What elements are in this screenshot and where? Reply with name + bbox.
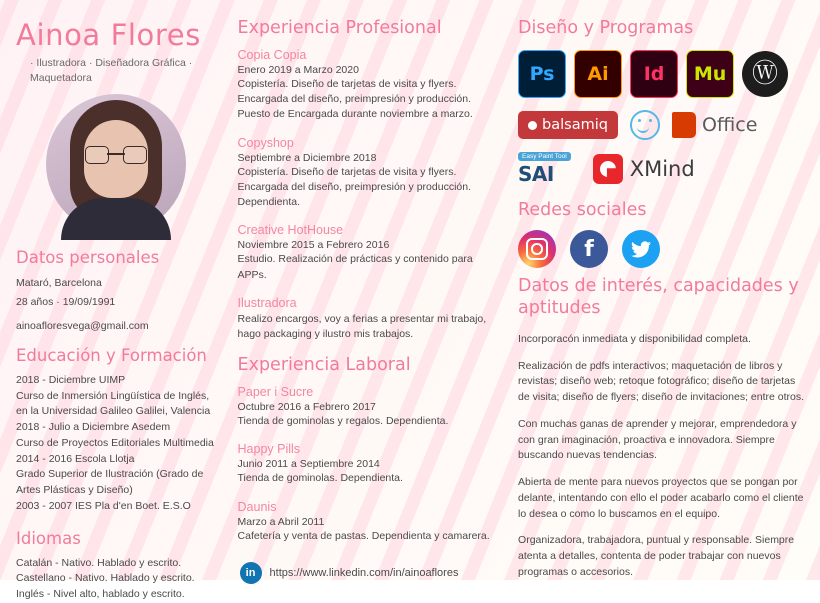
- skill-paragraph: Abierta de mente para nuevos proyectos que se pongan por delante, intentando con ello el poder acabarlo como el cliente lo desea o como lo buscamos en el equipo.: [518, 476, 804, 520]
- email-text: ainoafloresvega@gmail.com: [16, 319, 149, 332]
- twitter-bird-icon: [631, 241, 651, 258]
- education-line: 2018 - Julio a Diciembre Asedem: [16, 421, 171, 434]
- section-title-datos-personales: Datos personales: [16, 248, 160, 268]
- section-title-datos-interes: Datos de interés, capacidades y aptitudes: [518, 276, 799, 318]
- linkedin-url: https://www.linkedin.com/in/ainoaflores: [269, 566, 459, 579]
- indesign-icon: Id: [630, 50, 678, 98]
- job-dates: Septiembre a Diciembre 2018: [237, 151, 377, 164]
- personal-line-age: 28 años · 19/09/1991: [16, 295, 116, 308]
- balsamiq-dot: [528, 121, 537, 130]
- education-line: Artes Plásticas y Diseño): [16, 484, 133, 497]
- sai-tagline: Easy Paint Tool: [518, 152, 571, 161]
- language-line: Castellano - Nativo. Hablado y escrito.: [16, 572, 195, 585]
- job-description: Tienda de gominolas y regalos. Dependienta.: [237, 415, 449, 428]
- job-title: Copia Copia: [237, 48, 307, 62]
- smiley-icon: [630, 110, 660, 140]
- social-icons-row: [518, 230, 806, 268]
- education-line: Curso de Proyectos Editoriales Multimedia: [16, 436, 214, 449]
- twitter-icon[interactable]: [622, 230, 660, 268]
- xmind-mark: [593, 154, 623, 184]
- section-title-idiomas: Idiomas: [16, 528, 81, 548]
- job-entry: [238, 136, 501, 211]
- job-dates: Noviembre 2015 a Febrero 2016: [237, 239, 390, 252]
- section-title-redes-sociales: Redes sociales: [518, 200, 647, 220]
- education-line: Curso de Inmersión Lingüística de Inglés,: [16, 389, 210, 402]
- personal-line-city: Mataró, Barcelona: [16, 277, 102, 290]
- balsamiq-label: balsamiq: [542, 117, 608, 133]
- office-mark: [672, 112, 696, 138]
- job-dates: Junio 2011 a Septiembre 2014: [237, 458, 380, 471]
- professional-subtitle: · Ilustradora · Diseñadora Gráfica · Maquetadora: [30, 57, 193, 85]
- skill-paragraph: Realización de pdfs interactivos; maquetación de libros y revistas; diseño web; retoque fotográfico; diseño de tarjetas de visita; diseño de flyers; diseño de invitaciones; entre otros.: [518, 359, 805, 403]
- tools-row-one: [518, 110, 806, 140]
- job-entry: [238, 223, 501, 282]
- page-title: Ainoa Flores: [16, 18, 201, 52]
- job-title: Ilustradora: [237, 295, 297, 310]
- job-title: Happy Pills: [237, 442, 301, 457]
- balsamiq-icon: [518, 111, 618, 139]
- education-line: Grado Superior de Ilustración (Grado de: [16, 468, 204, 481]
- job-entry: [238, 442, 501, 486]
- job-dates: Octubre 2016 a Febrero 2017: [237, 401, 376, 414]
- office-label: Office: [701, 114, 758, 136]
- photoshop-icon: Ps: [518, 50, 566, 98]
- section-title-experiencia-laboral: Experiencia Laboral: [237, 355, 411, 376]
- section-title-diseno-programas: Diseño y Programas: [518, 18, 694, 38]
- linkedin-link[interactable]: [240, 562, 501, 584]
- sai-label: SAI: [518, 162, 554, 186]
- language-line: Catalán - Nativo. Hablado y escrito.: [16, 556, 182, 569]
- job-description: Realizo encargos, voy a ferias a presentar mi trabajo, hago packaging y ilustro mis trabajos.: [237, 312, 487, 340]
- adobe-programs-row: [518, 50, 806, 98]
- job-entry: [238, 48, 501, 123]
- job-description: Tienda de gominolas. Dependienta.: [237, 472, 403, 485]
- right-column: [512, 10, 806, 578]
- linkedin-icon: in: [240, 562, 262, 584]
- job-title: Copyshop: [237, 135, 294, 150]
- education-line: en la Universidad Galileo Galilei, Valencia: [16, 405, 211, 418]
- education-line: 2014 - 2016 Escola Llotja: [16, 452, 135, 465]
- language-line: Inglés - Nivel alto, hablado y escrito.: [16, 588, 185, 601]
- job-entry: [238, 385, 501, 429]
- section-title-experiencia-profesional: Experiencia Profesional: [237, 18, 442, 38]
- job-description: Copistería. Diseño de tarjetas de visita y flyers. Encargada del diseño, preimpresión y producción. Puesto de Encargada durante noviembre a marzo.: [237, 78, 473, 121]
- middle-column: [237, 10, 513, 579]
- office-icon: [672, 112, 757, 138]
- xmind-label: XMind: [629, 157, 695, 181]
- illustrator-icon: Ai: [574, 50, 622, 98]
- avatar: [46, 94, 186, 234]
- education-line: 2003 - 2007 IES Pla d'en Boet. E.S.O: [16, 499, 191, 512]
- job-entry: [238, 500, 501, 544]
- job-description: Copistería. Diseño de tarjetas de visita y flyers. Encargada del diseño, preimpresión y producción. Dependienta.: [237, 165, 472, 209]
- skill-paragraph: Organizadora, trabajadora, puntual y responsable. Siempre atenta a detalles, contenta de poder trabajar con nuevos programas o accesorios.: [518, 534, 795, 578]
- tools-row-two: [518, 152, 806, 186]
- wordpress-icon: Ⓦ: [742, 51, 788, 97]
- job-title: Daunis: [237, 499, 277, 514]
- facebook-icon[interactable]: f: [570, 230, 608, 268]
- job-dates: Enero 2019 a Marzo 2020: [237, 64, 359, 76]
- paint-tool-sai-icon: [518, 152, 571, 186]
- skill-paragraph: Incorporacón inmediata y disponibilidad completa.: [518, 332, 751, 345]
- job-entry: [238, 296, 501, 342]
- muse-icon: Mu: [686, 50, 734, 98]
- left-column: [14, 10, 238, 601]
- education-line: 2018 - Diciembre UIMP: [16, 373, 126, 386]
- job-title: Paper i Sucre: [237, 385, 314, 400]
- job-title: Creative HotHouse: [237, 223, 344, 238]
- instagram-icon[interactable]: [518, 230, 556, 268]
- job-description: Estudio. Realización de prácticas y contenido para APPs.: [237, 253, 473, 281]
- glasses-icon: [85, 146, 147, 162]
- job-description: Cafetería y venta de pastas. Dependienta y camarera.: [237, 529, 490, 542]
- xmind-icon: [593, 154, 695, 184]
- skill-paragraph: Con muchas ganas de aprender y mejorar, emprendedora y con gran imaginación, proactiva e innovadora. Siempre buscando nuevas tendencias.: [518, 417, 797, 462]
- section-title-educacion: Educación y Formación: [16, 345, 207, 365]
- job-dates: Marzo a Abril 2011: [237, 515, 325, 528]
